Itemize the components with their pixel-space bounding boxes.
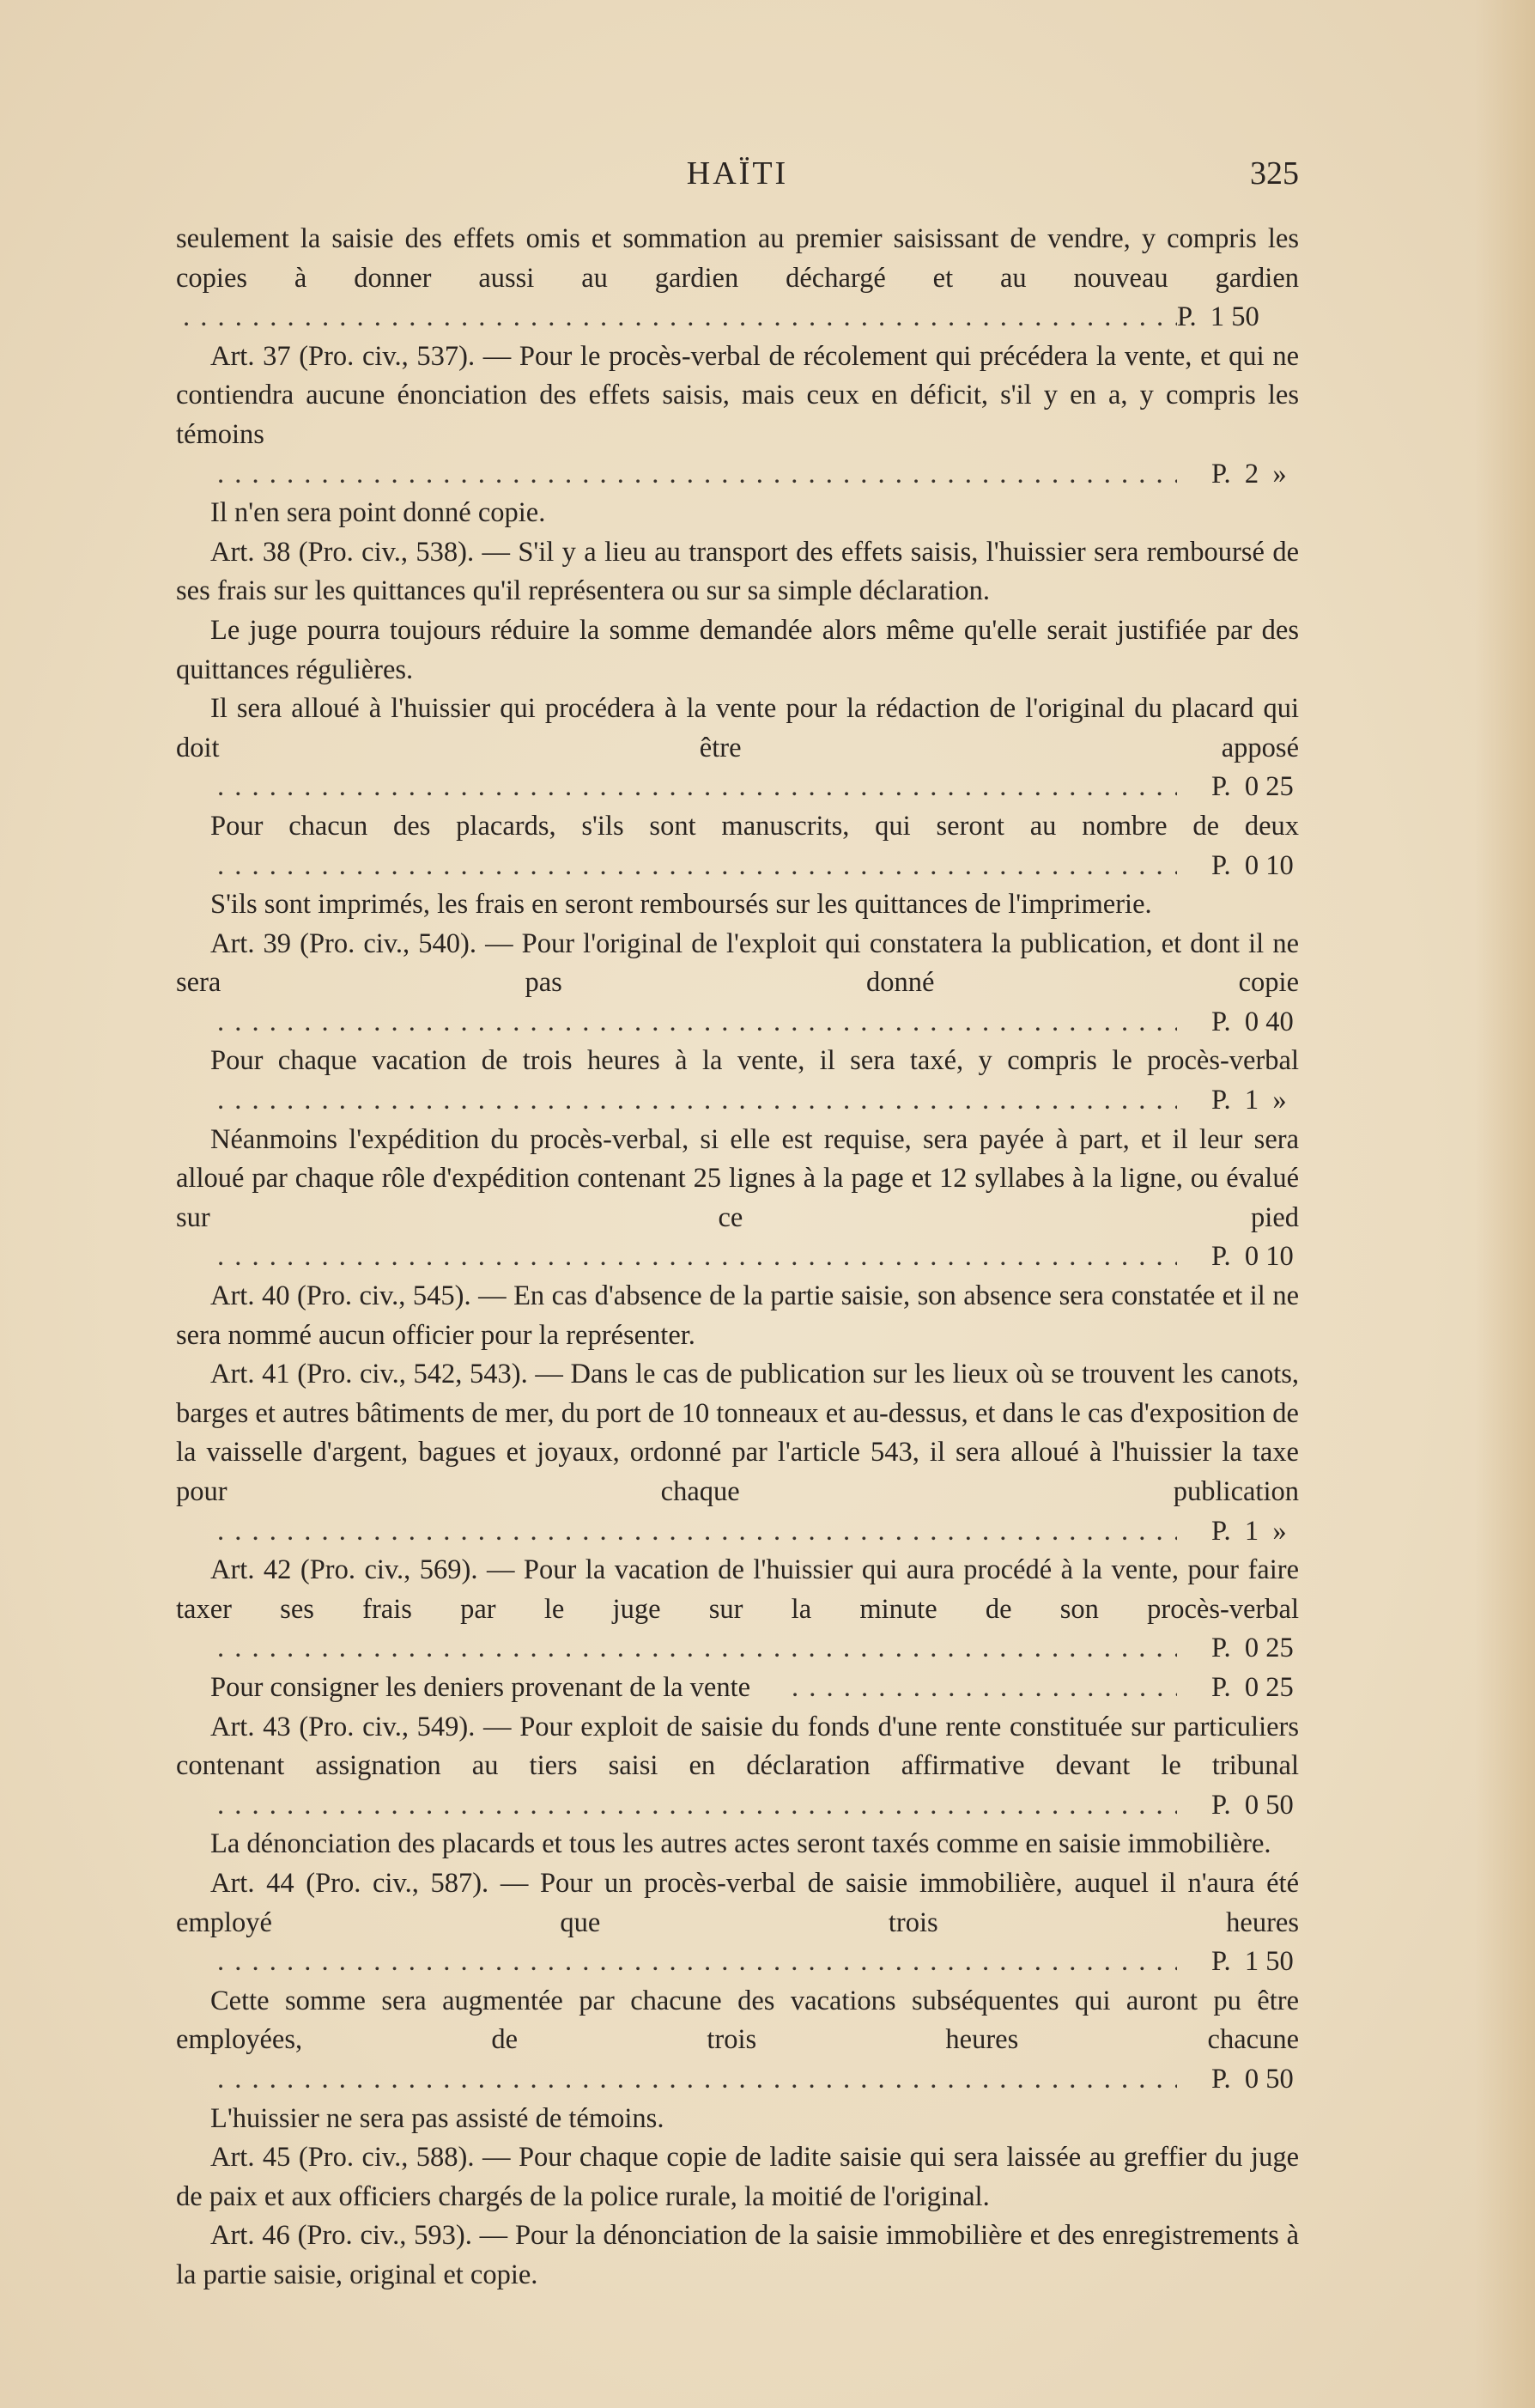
paragraph: Art. 46 (Pro. civ., 593). — Pour la dénonciation de la saisie immobilière et des enregistrements à la partie saisie, original et copie. <box>176 2220 1299 2290</box>
paragraph-fee <box>176 1982 1299 2100</box>
fee-amount: P. 2 » <box>1211 458 1287 490</box>
leader-dots <box>176 768 1177 807</box>
leader-dots <box>176 1003 1177 1043</box>
leader-dots <box>750 1669 1177 1708</box>
page-header <box>176 155 1299 206</box>
paragraph-fee <box>176 690 1299 807</box>
leader-dots <box>176 1943 1177 1982</box>
paragraph: La dénonciation des placards et tous les autres actes seront taxés comme en saisie immobilière. <box>210 1828 1271 1860</box>
leader-dots <box>176 1629 1177 1669</box>
leader-dots <box>176 1237 1177 1277</box>
paragraph-text: Art. 43 (Pro. civ., 549). — Pour exploit de saisie du fonds d'une rente constituée sur particuliers contenant assignation au tiers saisi en déclaration affirmative devant le tribunal <box>176 1711 1299 1782</box>
paragraph-text: seulement la saisie des effets omis et sommation au premier saisissant de vendre, y compris les copies à donner aussi au gardien déchargé et au nouveau gardien <box>176 223 1299 294</box>
leader-dots <box>176 847 1177 886</box>
leader-dots <box>176 1786 1177 1826</box>
body-text <box>176 220 1299 2295</box>
paragraph-text: Art. 44 (Pro. civ., 587). — Pour un procès-verbal de saisie immobilière, auquel il n'aura été employé que trois heures <box>176 1867 1299 1938</box>
paragraph-fee <box>176 1121 1299 1277</box>
paragraph-fee <box>176 925 1299 1043</box>
paragraph-text: Il sera alloué à l'huissier qui procédera à la vente pour la rédaction de l'original du placard qui doit être apposé <box>176 693 1299 763</box>
fee-amount: P. 1 » <box>1211 1085 1287 1116</box>
leader-dots <box>176 298 1177 337</box>
paragraph-fee <box>176 1669 1299 1708</box>
leader-dots <box>176 1512 1177 1552</box>
paragraph-text: Art. 39 (Pro. civ., 540). — Pour l'original de l'exploit qui constatera la publication, et dont il ne sera pas donné copie <box>176 927 1299 999</box>
fee-amount: P. 0 50 <box>1211 1789 1294 1821</box>
paragraph-fee <box>176 1551 1299 1669</box>
page-edge-shadow <box>1475 0 1535 2408</box>
fee-amount: P. 0 25 <box>1211 771 1294 803</box>
fee-amount: P. 0 40 <box>1211 1006 1294 1037</box>
paragraph-fee <box>176 1042 1299 1120</box>
paragraph: L'huissier ne sera pas assisté de témoins. <box>210 2102 664 2134</box>
paragraph-fee <box>176 1355 1299 1551</box>
paragraph-text: Néanmoins l'expédition du procès-verbal, si elle est requise, sera payée à part, et il leur sera alloué par chaque rôle d'expédition contenant 25 lignes à la page et 12 syllabes à la ligne, ou évalué sur ce pied <box>176 1123 1299 1233</box>
paragraph: Art. 45 (Pro. civ., 588). — Pour chaque copie de ladite saisie qui sera laissée au greffier du juge de paix et aux officiers chargés de la police rurale, la moitié de l'original. <box>176 2142 1299 2212</box>
fee-amount: P. 1 » <box>1211 1515 1287 1547</box>
paragraph-text: Cette somme sera augmentée par chacune des vacations subséquentes qui auront pu être employées, de trois heures chacune <box>176 1985 1299 2056</box>
paragraph-text: Pour chaque vacation de trois heures à la vente, il sera taxé, y compris le procès-verbal <box>210 1045 1299 1077</box>
fee-amount: P. 0 25 <box>1211 1633 1294 1664</box>
paragraph-fee <box>176 1864 1299 1982</box>
paragraph: Le juge pourra toujours réduire la somme demandée alors même qu'elle serait justifiée par des quittances régulières. <box>176 614 1299 685</box>
fee-amount: P. 0 25 <box>1211 1671 1294 1703</box>
paragraph: Art. 40 (Pro. civ., 545). — En cas d'absence de la partie saisie, son absence sera constatée et il ne sera nommé aucun officier pour la représenter. <box>176 1280 1299 1351</box>
fee-amount: P. 0 10 <box>1211 849 1294 881</box>
paragraph-fee <box>176 337 1299 494</box>
paragraph: S'ils sont imprimés, les frais en seront remboursés sur les quittances de l'imprimerie. <box>210 889 1152 921</box>
paragraph-fee <box>176 1708 1299 1826</box>
fee-amount: P. 1 50 <box>1211 1946 1294 1978</box>
page-number: 325 <box>1250 155 1299 192</box>
paragraph-text: Art. 41 (Pro. civ., 542, 543). — Dans le cas de publication sur les lieux où se trouvent les canots, barges et autres bâtiments de mer, du port de 10 tonneaux et au-dessus, et dans le cas d'exposition de la vaisselle d'argent, bagues et joyaux, ordonné par l'article 543, il sera alloué à l'huissier la taxe pour chaque publication <box>176 1359 1299 1507</box>
paragraph-text: Art. 37 (Pro. civ., 537). — Pour le procès-verbal de récolement qui précédera la vente, et qui ne contiendra aucune énonciation des effets saisis, mais ceux en déficit, s'il y en a, y compris les témoins <box>176 340 1299 450</box>
paragraph-text: Art. 42 (Pro. civ., 569). — Pour la vacation de l'huissier qui aura procédé à la vente, pour faire taxer ses frais par le juge sur la minute de son procès-verbal <box>176 1554 1299 1625</box>
leader-dots <box>176 1081 1177 1121</box>
paragraph: Il n'en sera point donné copie. <box>210 497 546 529</box>
fee-amount: P. 1 50 <box>1177 301 1259 333</box>
paragraph: Art. 38 (Pro. civ., 538). — S'il y a lieu au transport des effets saisis, l'huissier sera remboursé de ses frais sur les quittances qu'il représentera ou sur sa simple déclaration. <box>176 536 1299 607</box>
fee-amount: P. 0 10 <box>1211 1241 1294 1273</box>
leader-dots <box>176 2060 1177 2100</box>
running-title: HAÏTI <box>686 155 789 192</box>
paragraph-fee <box>176 807 1299 885</box>
fee-amount: P. 0 50 <box>1211 2063 1294 2095</box>
paragraph-text: Pour chacun des placards, s'ils sont manuscrits, qui seront au nombre de deux <box>210 810 1299 842</box>
paragraph-fee <box>176 220 1299 337</box>
paragraph-text: Pour consigner les deniers provenant de la vente <box>210 1671 751 1703</box>
leader-dots <box>176 455 1177 495</box>
